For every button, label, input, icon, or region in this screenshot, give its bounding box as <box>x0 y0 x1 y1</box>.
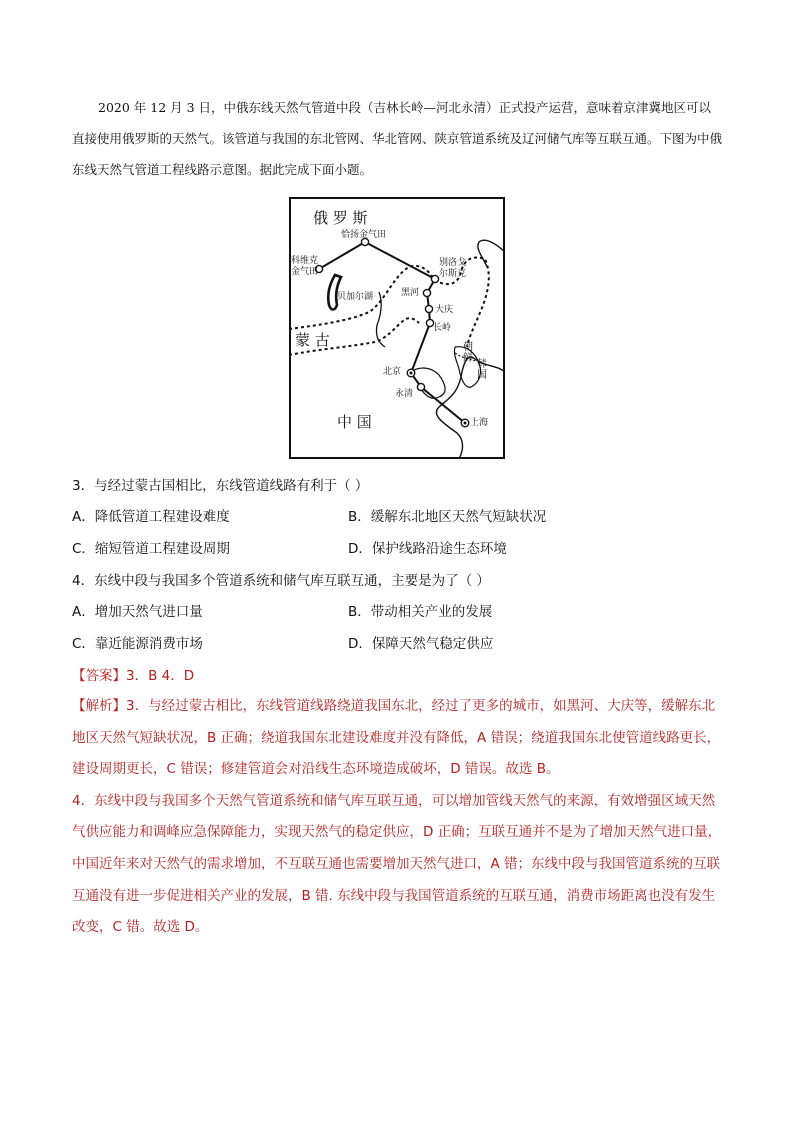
label-china: 中 国 <box>337 413 372 431</box>
analysis-paragraph-1 <box>72 691 724 786</box>
intro-paragraph: 2020 年 12 月 3 日，中俄东线天然气管道中段（吉林长岭—河北永清）正式投产运营，意味着京津冀地区可以直接使用俄罗斯的天然气。该管道与我国的东北管网、华北管网、陕京管道系统及辽河储气库等互联互通。下图为中俄东线天然气管道工程线路示意图。据此完成下面小题。 <box>72 100 723 177</box>
analysis-label: 【解析】 <box>72 698 126 714</box>
label-daqing: 大庆 <box>435 305 454 315</box>
answer-text: 3．B 4．D <box>126 668 195 684</box>
answer-label: 【答案】 <box>72 668 126 684</box>
pipeline-route-map <box>289 197 505 459</box>
question-3-option-d: D．保护线路沿途生态环境 <box>348 541 507 557</box>
question-3-option-b: B．缓解东北地区天然气短缺状况 <box>348 509 547 525</box>
question-4-stem: 4．东线中段与我国多个管道系统和储气库互联互通，主要是为了（ ） <box>72 573 490 589</box>
analysis-paragraph-2: 4．东线中段与我国多个天然气管道系统和储气库互联互通，可以增加管线天然气的来源，有效增强区域天然气供应能力和调峰应急保障能力，实现天然气的稳定供应，D 正确；互联互通并不是为了增加天然气进口量，中国近年来对天然气的需求增加，不互联互通也需要增加天然气进口，A 错；东线中段与我国管道系统的互联互通没有进一步促进相关产业的发展，B 错. 东线中段与我国管道系统的互联互通，消费市场距离也没有发生改变，C 错。故选 D。 <box>72 792 722 936</box>
station-beijing-core <box>410 372 413 375</box>
analysis-text-1: 3．与经过蒙古相比，东线管道线路绕道我国东北，经过了更多的城市，如黑河、大庆等，缓解东北地区天然气短缺状况，B 正确；绕道我国东北建设难度并没有降低，A 错误；绕道我国东北使管道线路更长，建设周期更长，C 错误；修建管道会对沿线生态环境造成破坏，D 错误。故选 B。 <box>72 698 721 778</box>
question-3-option-a: A．降低管道工程建设难度 <box>72 509 230 525</box>
label-mongolia: 蒙 古 <box>295 331 330 349</box>
question-4-option-a: A．增加天然气进口量 <box>72 604 203 620</box>
station-shanghai-core <box>464 422 467 425</box>
station-blagoveshchensk <box>431 275 438 282</box>
analysis-section <box>72 691 724 944</box>
question-3-option-c: C．缩短管道工程建设周期 <box>72 541 230 557</box>
station-daqing <box>425 305 432 312</box>
label-chayanda: 恰扬金气田 <box>341 230 387 240</box>
question-4-option-c: C．靠近能源消费市场 <box>72 636 203 652</box>
label-korea-4: 国 <box>477 370 487 381</box>
label-shanghai: 上海 <box>470 418 489 428</box>
station-yongqing <box>417 383 424 390</box>
label-yongqing: 永清 <box>395 389 414 399</box>
label-korea-3: 韩 <box>477 359 487 370</box>
question-4-option-b: B．带动相关产业的发展 <box>348 604 493 620</box>
label-heihe: 黑河 <box>401 288 420 298</box>
label-korea-2: 鲜 <box>463 353 473 364</box>
station-heihe <box>423 289 430 296</box>
question-4-option-d: D．保障天然气稳定供应 <box>348 636 494 652</box>
label-blagoveshchensk-1: 别洛戈 <box>439 258 467 268</box>
label-baikal: 贝加尔湖 <box>337 292 374 302</box>
question-3-stem: 3．与经过蒙古国相比，东线管道线路有利于（ ） <box>72 478 369 494</box>
answer-line <box>72 664 194 684</box>
label-russia: 俄 罗 斯 <box>313 209 368 227</box>
label-blagoveshchensk-2: 尔斯克 <box>439 269 467 279</box>
label-kovykta-1: 科维克 <box>291 256 319 266</box>
question-intro <box>72 92 722 185</box>
label-korea-1: 朝 <box>463 342 473 353</box>
label-beijing: 北京 <box>383 367 402 377</box>
label-changling: 长岭 <box>433 323 452 333</box>
label-kovykta-2: 金气田 <box>291 267 319 277</box>
